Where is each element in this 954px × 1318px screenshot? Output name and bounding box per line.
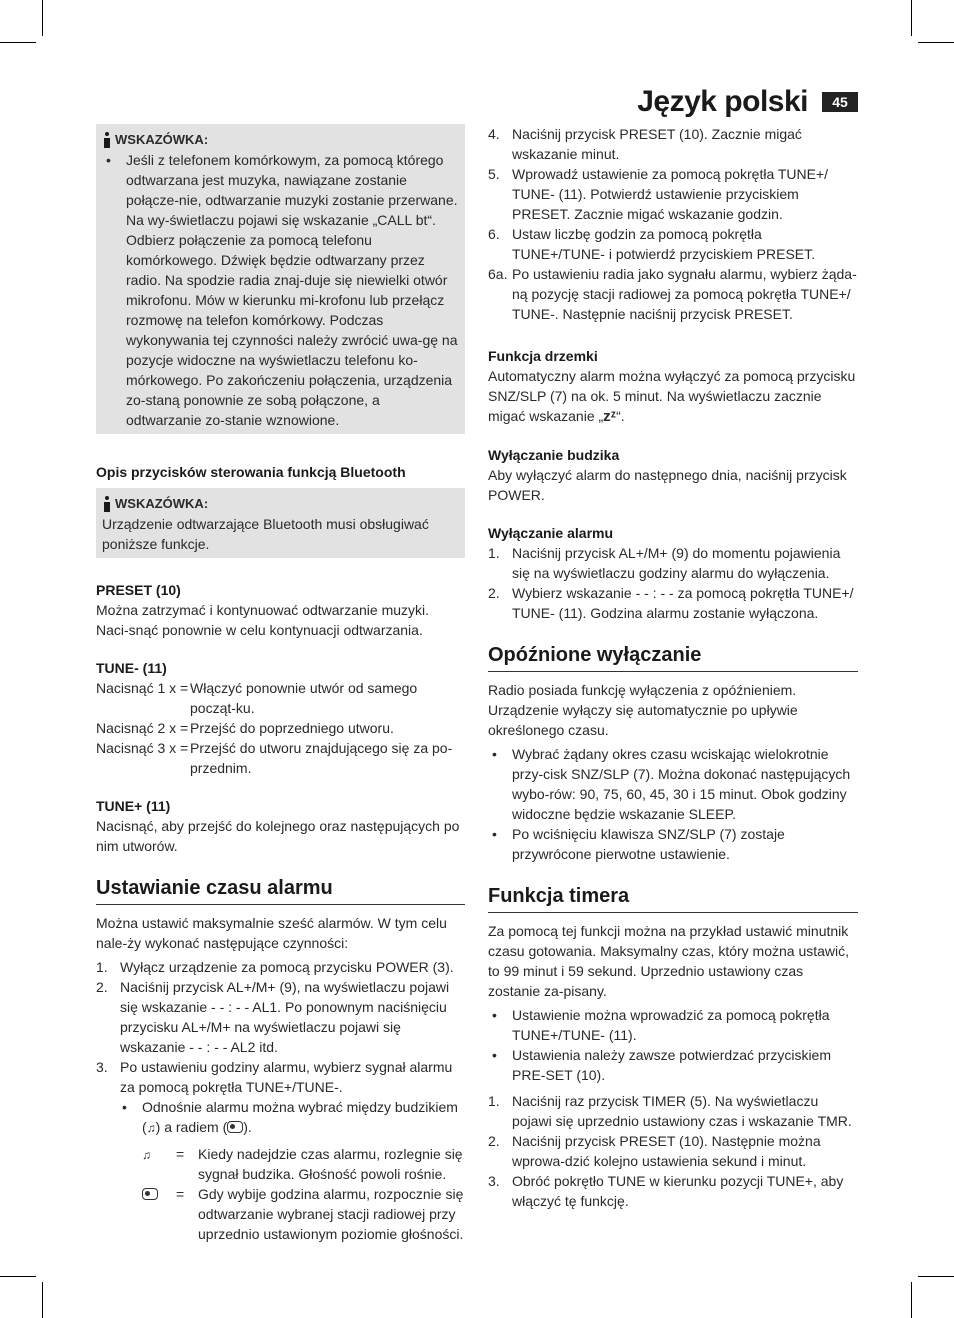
left-column xyxy=(96,124,465,1244)
crop-mark xyxy=(42,1282,43,1318)
crop-mark xyxy=(918,1276,954,1277)
crop-mark xyxy=(42,0,43,36)
crop-mark xyxy=(911,1282,912,1318)
list-item: 1. Naciśnij raz przycisk TIMER (5). Na wyświetlaczu pojawi się uprzednio ustawiony czas i wskazanie TMR. xyxy=(488,1093,852,1129)
crop-mark xyxy=(918,42,954,43)
bell-icon: ♫ xyxy=(142,1148,151,1162)
steps-list xyxy=(488,1091,858,1211)
list-item: • Po wciśnięciu klawisza SNZ/SLP (7) zostaje przywrócone pierwotne ustawienie. xyxy=(488,824,858,864)
list-item: • Ustawienia należy zawsze potwierdzać przyciskiem PRE-SET (10). xyxy=(488,1045,858,1085)
right-column xyxy=(488,124,858,1211)
list-item: 4. Naciśnij przycisk PRESET (10). Zacznie migać wskazanie minut. xyxy=(488,126,802,162)
info-icon xyxy=(102,496,112,512)
list-item: 3. Po ustawieniu godziny alarmu, wybierz sygnał alarmu za pomocą pokrętła TUNE+/TUNE-. xyxy=(96,1059,453,1095)
list-item: • Odnośnie alarmu można wybrać między budzikiem (♫) a radiem ( ). xyxy=(120,1097,465,1138)
note-box xyxy=(96,488,465,558)
page-number: 45 xyxy=(822,92,858,112)
section-heading: Wyłączanie budzika xyxy=(488,447,620,463)
list-item: • Ustawienie można wprowadzić za pomocą pokrętła TUNE+/TUNE- (11). xyxy=(488,1005,858,1045)
steps-list xyxy=(488,124,858,324)
definition-row: ♫ = Kiedy nadejdzie czas alarmu, rozlegnie się sygnał budzika. Głośność powoli rośnie. xyxy=(142,1146,463,1182)
list-item: 1. Naciśnij przycisk AL+/M+ (9) do momentu pojawienia się na wyświetlaczu godziny alarmu do wyłączenia. xyxy=(488,545,841,581)
list-item: Nacisnąć 2 x = Przejść do poprzedniego utworu. xyxy=(96,720,394,736)
note-box xyxy=(96,124,465,434)
note-heading: WSKAZÓWKA: xyxy=(102,494,459,514)
list-item: 3. Obróć pokrętło TUNE w kierunku pozycji TUNE+, aby włączyć tę funkcję. xyxy=(488,1173,844,1209)
bell-icon: ♫ xyxy=(146,1121,156,1135)
list-item: 2. Naciśnij przycisk PRESET (10). Następnie można wprowa-dzić kolejno ustawienia sekund i minut. xyxy=(488,1133,821,1169)
paragraph: Aby wyłączyć alarm do następnego dnia, naciśnij przycisk POWER. xyxy=(488,467,847,503)
definition-row: = Gdy wybije godzina alarmu, rozpocznie się odtwarzanie wybranej stacji radiowej przy uprzednio ustawionym poziomie głośności. xyxy=(96,1184,465,1244)
paragraph: Nacisnąć, aby przejść do kolejnego oraz następujących po nim utworów. xyxy=(96,818,460,854)
note-heading: WSKAZÓWKA: xyxy=(102,130,459,150)
list-item: 6a. Po ustawieniu radia jako sygnału alarmu, wybierz żąda-ną pozycję stacji radiowej za pomocą pokrętła TUNE+/ TUNE-. Następnie naciśnij przycisk PRESET. xyxy=(488,266,857,322)
list-item: 2. Wybierz wskazanie - - : - - za pomocą pokrętła TUNE+/ TUNE- (11). Godzina alarmu zostanie wyłączona. xyxy=(488,585,854,621)
section-heading: TUNE- (11) xyxy=(96,660,167,676)
steps-list xyxy=(488,543,858,623)
note-bullets xyxy=(102,150,459,430)
list-item: Nacisnąć 3 x = Przejść do utworu znajdującego się za po-przednim. xyxy=(96,740,453,776)
crop-mark xyxy=(0,1276,36,1277)
page-title: Język polski xyxy=(637,85,808,118)
crop-mark xyxy=(0,42,36,43)
paragraph: Za pomocą tej funkcji można na przykład ustawić minutnik czasu gotowania. Maksymalny czas, który można ustawić, to 99 minut i 59 sekund. Uprzednio ustawiony czas zostanie za-pisany. xyxy=(488,923,850,999)
section-title: Opóźnione wyłączanie xyxy=(488,641,858,672)
list-item: 2. Naciśnij przycisk AL+/M+ (9), na wyświetlaczu pojawi się wskazanie - - : - - AL1. Po ponownym naciśnięciu przycisku AL+/M+ na wyświetlaczu pojawi się wskazanie - - : - - AL2 itd. xyxy=(96,979,450,1055)
section-title: Funkcja timera xyxy=(488,882,858,913)
section-heading: Opis przycisków sterowania funkcją Bluetooth xyxy=(96,464,406,480)
section-title: Ustawianie czasu alarmu xyxy=(96,874,465,905)
info-icon xyxy=(102,132,112,148)
paragraph: Automatyczny alarm można wyłączyć za pomocą przycisku SNZ/SLP (7) na ok. 5 minut. Na wyświetlaczu zacznie migać wskazanie „zᶻ“. xyxy=(488,368,856,425)
section-heading: Funkcja drzemki xyxy=(488,348,598,364)
steps-list xyxy=(96,957,465,1097)
list-item: • Wybrać żądany okres czasu wciskając wielokrotnie przy-cisk SNZ/SLP (7). Można dokonać następujących wybo-rów: 90, 75, 60, 45, 30 i 15 minut. Obok godziny widoczne będzie wskazanie SLEEP. xyxy=(488,744,858,824)
section-heading: PRESET (10) xyxy=(96,582,181,598)
list-item: Nacisnąć 1 x = Włączyć ponownie utwór od samego począt-ku. xyxy=(96,680,418,716)
section-heading: TUNE+ (11) xyxy=(96,798,171,814)
section-heading: Wyłączanie alarmu xyxy=(488,525,614,541)
list-item: • Jeśli z telefonem komórkowym, za pomocą którego odtwarzana jest muzyka, nawiązane zostanie połącze-nie, odtwarzanie muzyki zostanie przerwane. Na wy-świetlaczu pojawi się wskazanie „CALL bt“. Odbierz połączenie za pomocą telefonu komórkowego. Dźwięk będzie odtwarzany przez radio. Na spodzie radia znaj-duje się niewielki otwór mikrofonu. Mów w kierunku mi-krofonu lub przełącz rozmowę na telefon komórkowy. Podczas wykonywania tej czynności należy zwrócić uwa-gę na pozycje widoczne na wyświetlaczu telefonu ko-mórkowego. Po zakończeniu połączenia, urządzenia zo-staną ponownie ze sobą połączone, a odtwarzanie zo-stanie wznowione. xyxy=(102,150,459,430)
paragraph: Można ustawić maksymalnie sześć alarmów. W tym celu nale-ży wykonać następujące czynności: xyxy=(96,915,447,951)
paragraph: Radio posiada funkcję wyłączenia z opóźnieniem. Urządzenie wyłączy się automatycznie po upływie określonego czasu. xyxy=(488,682,798,738)
bullet-list xyxy=(488,1005,858,1085)
snooze-symbol: zᶻ xyxy=(603,408,617,425)
radio-icon xyxy=(227,1121,243,1133)
sub-bullets xyxy=(96,1097,465,1138)
list-item: 5. Wprowadź ustawienie za pomocą pokrętła TUNE+/ TUNE- (11). Potwierdź ustawienie przyciskiem PRESET. Zacznie migać wskazanie godzin. xyxy=(488,166,829,222)
list-item: 1. Wyłącz urządzenie za pomocą przycisku POWER (3). xyxy=(96,959,454,975)
bullet-list xyxy=(488,744,858,864)
radio-icon xyxy=(142,1184,176,1244)
note-text: Urządzenie odtwarzające Bluetooth musi obsługiwać poniższe funkcje. xyxy=(102,516,429,552)
list-item: 6. Ustaw liczbę godzin za pomocą pokrętła TUNE+/TUNE- i potwierdź przyciskiem PRESET. xyxy=(488,226,816,262)
paragraph: Można zatrzymać i kontynuować odtwarzanie muzyki. Naci-snąć ponownie w celu kontynuacji odtwarzania. xyxy=(96,602,430,638)
crop-mark xyxy=(911,0,912,36)
